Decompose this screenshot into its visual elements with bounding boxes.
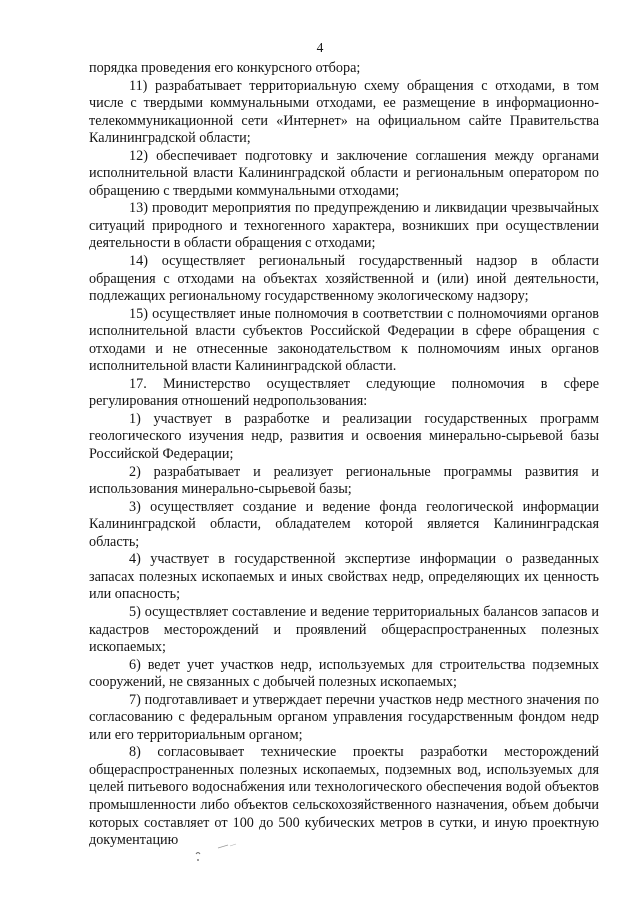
- paragraph-section-17: 17. Министерство осуществляет следующие полномочия в сфере регулирования отношений недропользования:: [89, 375, 599, 410]
- page-number: 4: [316, 40, 324, 55]
- paragraph-subitem-1: 1) участвует в разработке и реализации государственных программ геологического изучения недр, развития и освоения минерально-сырьевой базы Российской Федерации;: [89, 410, 599, 463]
- paragraph-item-15: 15) осуществляет иные полномочия в соответствии с полномочиями органов исполнительной власти субъектов Российской Федерации в сфере обращения с отходами и не отнесенные законодательством к полномочиям иных органов исполнительной власти Калининградской области.: [89, 305, 599, 375]
- paragraph-subitem-3: 3) осуществляет создание и ведение фонда геологической информации Калининградской области, обладателем которой является Калининградская область;: [89, 498, 599, 550]
- paragraph-subitem-2: 2) разрабатывает и реализует региональные программы развития и использования минерально-сырьевой базы;: [89, 463, 599, 498]
- document-body: [89, 60, 599, 850]
- paragraph-subitem-4: 4) участвует в государственной экспертизе информации о разведанных запасах полезных ископаемых и иных свойствах недр, определяющих их ценность или опасность;: [89, 551, 599, 603]
- paragraph-subitem-8: 8) согласовывает технические проекты разработки месторождений общераспространенных полезных ископаемых, подземных вод, используемых для целей питьевого водоснабжения или технологического обеспечения водой объектов промышленности либо объектов сельскохозяйственного назначения, объем добычи которых составляет от 100 до 500 кубических метров в сутки, и иную проектную документацию: [89, 744, 599, 849]
- scan-artifact-marks: [194, 842, 244, 864]
- paragraph-continuation: порядка проведения его конкурсного отбора;: [89, 60, 361, 76]
- paragraph-subitem-7: 7) подготавливает и утверждает перечни участков недр местного значения по согласованию с федеральным органом управления государственным фондом недр или его территориальным органом;: [89, 691, 599, 743]
- paragraph-subitem-5: 5) осуществляет составление и ведение территориальных балансов запасов и кадастров месторождений и проявлений общераспространенных полезных ископаемых;: [89, 603, 599, 656]
- paragraph-item-13: 13) проводит мероприятия по предупреждению и ликвидации чрезвычайных ситуаций природного и техногенного характера, возникших при осуществлении деятельности в области обращения с отходами;: [89, 200, 599, 252]
- paragraph-subitem-6: 6) ведет учет участков недр, используемых для строительства подземных сооружений, не связанных с добычей полезных ископаемых;: [89, 656, 599, 691]
- paragraph-item-14: 14) осуществляет региональный государственный надзор в области обращения с отходами на объектах хозяйственной и (или) иной деятельности, подлежащих региональному государственному экологическому надзору;: [89, 253, 599, 305]
- paragraph-item-12: 12) обеспечивает подготовку и заключение соглашения между органами исполнительной власти Калининградской области и региональным оператором по обращению с твердыми коммунальными отходами;: [89, 147, 599, 199]
- paragraph-item-11: 11) разрабатывает территориальную схему обращения с отходами, в том числе с твердыми коммунальными отходами, ее размещение в информационно-телекоммуникационной сети «Интернет» на официальном сайте Правительства Калининградской области;: [89, 77, 599, 147]
